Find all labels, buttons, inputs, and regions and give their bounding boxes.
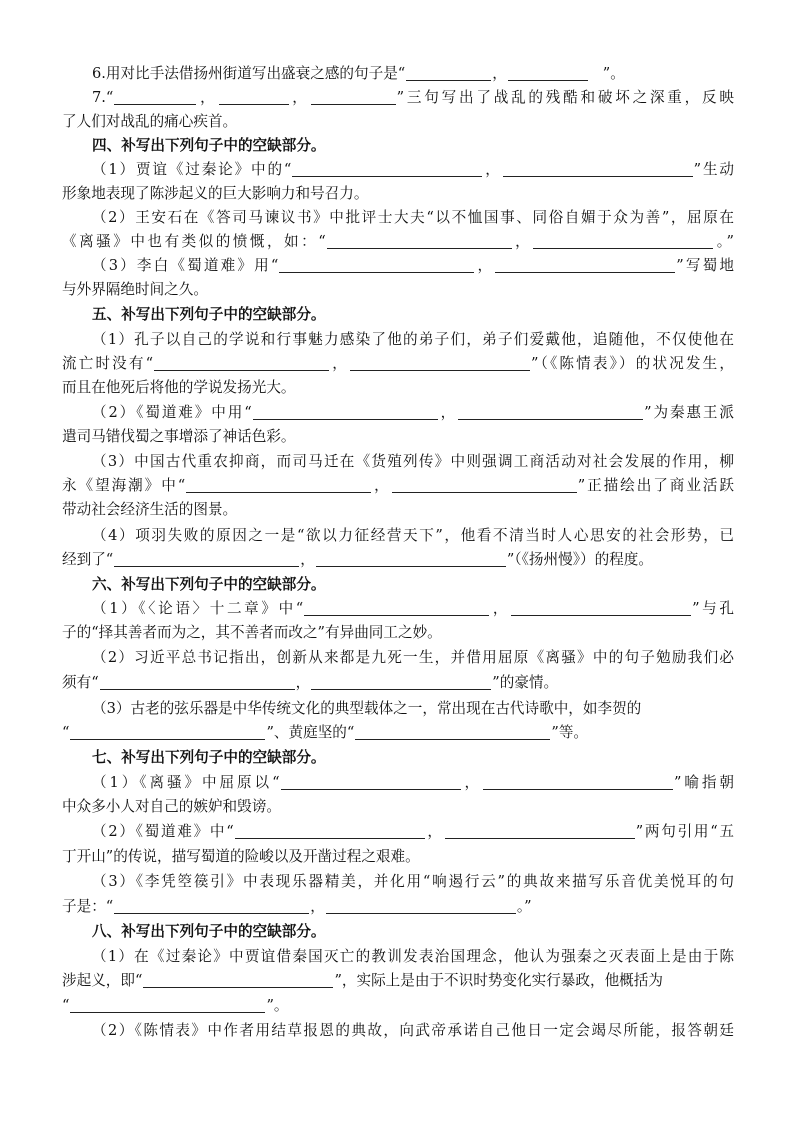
s5-item3-line3: 带动社会经济生活的图景。 bbox=[62, 501, 238, 518]
s7-item2-line1: （2）《蜀道难》中“ ， ”两句引用“五 bbox=[92, 823, 734, 840]
s6-item3-line1: （3）古老的弦乐器是中华传统文化的典型载体之一，常出现在古代诗歌中，如李贺的 bbox=[92, 700, 642, 717]
s5-item1-line3: 而且在他死后将他的学说发扬光大。 bbox=[62, 379, 296, 396]
s5-item2-line1: （2）《蜀道难》中用“ ， ”为秦惠王派 bbox=[92, 404, 734, 421]
s7-item3-line2: 子是：“ ， 。” bbox=[62, 898, 532, 915]
s8-item2-line1: （2）《陈情表》中作者用结草报恩的典故，向武帝承诺自己他日一定会竭尽所能，报答朝廷 bbox=[92, 1022, 734, 1039]
answer-blank[interactable] bbox=[143, 971, 333, 988]
s5-item1-line1: （1）孔子以自己的学说和行事魅力感染了他的弟子们，弟子们爱戴他，追随他，不仅使他在 bbox=[92, 331, 734, 348]
answer-blank[interactable] bbox=[235, 822, 425, 839]
answer-blank[interactable] bbox=[253, 403, 438, 420]
answer-blank[interactable] bbox=[100, 673, 295, 690]
answer-blank[interactable] bbox=[511, 599, 691, 616]
s4-item1-line2: 形象地表现了陈涉起义的巨大影响力和号召力。 bbox=[62, 185, 369, 202]
answer-blank[interactable] bbox=[508, 64, 588, 81]
answer-blank[interactable] bbox=[70, 723, 265, 740]
s6-item1-line2: 子的“择其善者而为之，其不善者而改之”有异曲同工之妙。 bbox=[62, 624, 442, 641]
section-4-heading: 四、补写出下列句子中的空缺部分。 bbox=[92, 137, 326, 154]
q6-line: 6.用对比手法借扬州街道写出盛衰之感的句子是“ ， ”。 bbox=[92, 65, 625, 82]
answer-blank[interactable] bbox=[483, 773, 673, 790]
q7-line-2: 了人们对战乱的痛心疾首。 bbox=[62, 113, 238, 130]
s5-item3-line2: 永《望海潮》中“ ， ”正描绘出了商业活跃 bbox=[62, 477, 734, 494]
s4-item1-line1: （1）贾谊《过秦论》中的“ ， ”生动 bbox=[92, 161, 734, 178]
q6-text: 6.用对比手法借扬州街道写出盛衰之感的句子是“ bbox=[92, 65, 406, 82]
section-7-heading: 七、补写出下列句子中的空缺部分。 bbox=[92, 749, 326, 766]
answer-blank[interactable] bbox=[355, 723, 550, 740]
answer-blank[interactable] bbox=[326, 897, 516, 914]
answer-blank[interactable] bbox=[292, 160, 482, 177]
answer-blank[interactable] bbox=[114, 897, 309, 914]
answer-blank[interactable] bbox=[304, 599, 489, 616]
answer-blank[interactable] bbox=[154, 354, 329, 371]
answer-blank[interactable] bbox=[327, 232, 512, 249]
q7-text: 7.“ bbox=[92, 89, 114, 106]
answer-blank[interactable] bbox=[279, 256, 474, 273]
s7-item1-line1: （1）《离骚》中屈原以“ ， ”喻指朝 bbox=[92, 774, 734, 791]
answer-blank[interactable] bbox=[350, 354, 530, 371]
answer-blank[interactable] bbox=[219, 88, 289, 105]
s8-item1-line1: （1）在《过秦论》中贾谊借秦国灭亡的教训发表治国理念，他认为强秦之灭表面上是由于陈 bbox=[92, 948, 734, 965]
s6-item2-line1: （2）习近平总书记指出，创新从来都是九死一生，并借用屈原《离骚》中的句子勉励我们必 bbox=[92, 649, 734, 666]
section-8-heading: 八、补写出下列句子中的空缺部分。 bbox=[92, 923, 326, 940]
s4-item2-line1: （2）王安石在《答司马谏议书》中批评士大夫“以不恤国事、同俗自媚于众为善”，屈原在 bbox=[92, 209, 734, 226]
answer-blank[interactable] bbox=[445, 822, 635, 839]
answer-blank[interactable] bbox=[70, 996, 265, 1013]
s6-item1-line1: （1）《〈论语〉十二章》中“ ， ”与孔 bbox=[92, 600, 734, 617]
answer-blank[interactable] bbox=[311, 673, 491, 690]
answer-blank[interactable] bbox=[392, 476, 577, 493]
answer-blank[interactable] bbox=[406, 64, 491, 81]
answer-blank[interactable] bbox=[114, 550, 299, 567]
answer-blank[interactable] bbox=[114, 88, 196, 105]
section-6-heading: 六、补写出下列句子中的空缺部分。 bbox=[92, 576, 326, 593]
s5-item4-line1: （4）项羽失败的原因之一是“欲以力征经营天下”，他看不清当时人心思安的社会形势，已 bbox=[92, 527, 734, 544]
s8-item1-line2: 涉起义，即“ ”，实际上是由于不识时势变化实行暴政，他概括为 bbox=[62, 972, 663, 989]
section-5-heading: 五、补写出下列句子中的空缺部分。 bbox=[92, 306, 326, 323]
s5-item1-line2: 流亡时没有“ ， ”（《陈情表》）的状况发生， bbox=[62, 355, 735, 372]
s5-item4-line2: 经到了“ ， ”（《扬州慢》）的程度。 bbox=[62, 551, 653, 568]
s7-item1-line2: 中众多小人对自己的嫉妒和毁谤。 bbox=[62, 798, 281, 815]
s7-item2-line2: 丁开山”的传说，描写蜀道的险峻以及开凿过程之艰难。 bbox=[62, 848, 420, 865]
s6-item3-line2: “ ”、黄庭坚的“ ”等。 bbox=[62, 724, 589, 741]
answer-blank[interactable] bbox=[533, 232, 713, 249]
answer-blank[interactable] bbox=[495, 256, 675, 273]
answer-blank[interactable] bbox=[458, 403, 643, 420]
s4-item3-line2: 与外界隔绝时间之久。 bbox=[62, 281, 208, 298]
answer-blank[interactable] bbox=[311, 88, 396, 105]
q7-line-1: 7.“ ， ， ”三句写出了战乱的残酷和破坏之深重，反映 bbox=[92, 89, 734, 106]
s8-item1-line3: “ ”。 bbox=[62, 997, 289, 1014]
answer-blank[interactable] bbox=[316, 550, 506, 567]
answer-blank[interactable] bbox=[281, 773, 461, 790]
s5-item2-line2: 遣司马错伐蜀之事增添了神话色彩。 bbox=[62, 428, 296, 445]
s6-item2-line2: 须有“ ， ”的豪情。 bbox=[62, 674, 559, 691]
s4-item2-line2: 《离骚》中也有类似的愤慨，如：“ ， 。” bbox=[62, 233, 734, 250]
answer-blank[interactable] bbox=[503, 160, 693, 177]
answer-blank[interactable] bbox=[186, 476, 371, 493]
s5-item3-line1: （3）中国古代重农抑商，而司马迁在《货殖列传》中则强调工商活动对社会发展的作用，柳 bbox=[92, 453, 734, 470]
s4-item3-line1: （3）李白《蜀道难》用“ ， ”写蜀地 bbox=[92, 257, 734, 274]
s7-item3-line1: （3）《李凭箜篌引》中表现乐器精美，并化用“响遏行云”的典故来描写乐音优美悦耳的句 bbox=[92, 873, 734, 890]
